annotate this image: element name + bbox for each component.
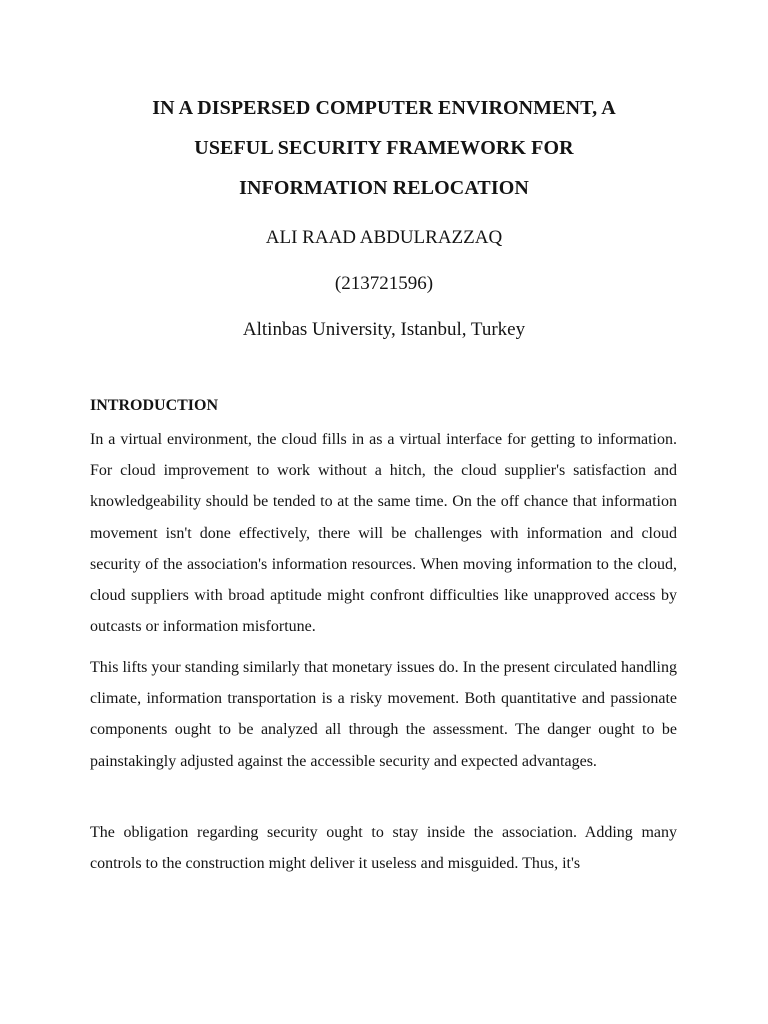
title-line-1: IN A DISPERSED COMPUTER ENVIRONMENT, A	[152, 97, 616, 119]
document-title	[0, 88, 768, 208]
affiliation: Altinbas University, Istanbul, Turkey	[242, 319, 526, 340]
author-name: ALI RAAD ABDULRAZZAQ	[265, 227, 503, 248]
student-id: (213721596)	[334, 273, 434, 294]
title-line-2: USEFUL SECURITY FRAMEWORK FOR	[194, 137, 574, 159]
paragraph-2: This lifts your standing similarly that monetary issues do. In the present circulated handling climate, information transportation is a risky movement. Both quantitative and passionate components ought to be analyzed all through the assessment. The danger ought to be painstakingly adjusted against the accessible security and expected advantages.	[90, 659, 677, 770]
section-heading-introduction: INTRODUCTION	[90, 397, 219, 414]
paragraph-3: The obligation regarding security ought to stay inside the association. Adding many controls to the construction might deliver it useless and misguided. Thus, it's	[90, 824, 677, 873]
title-line-3: INFORMATION RELOCATION	[239, 177, 529, 199]
paragraph-1: In a virtual environment, the cloud fills in as a virtual interface for getting to information. For cloud improvement to work without a hitch, the cloud supplier's satisfaction and knowledgeability should be tended to at the same time. On the off chance that information movement isn't done effectively, there will be challenges with information and cloud security of the association's information resources. When moving information to the cloud, cloud suppliers with broad aptitude might confront difficulties like unapproved access by outcasts or information misfortune.	[90, 431, 677, 636]
